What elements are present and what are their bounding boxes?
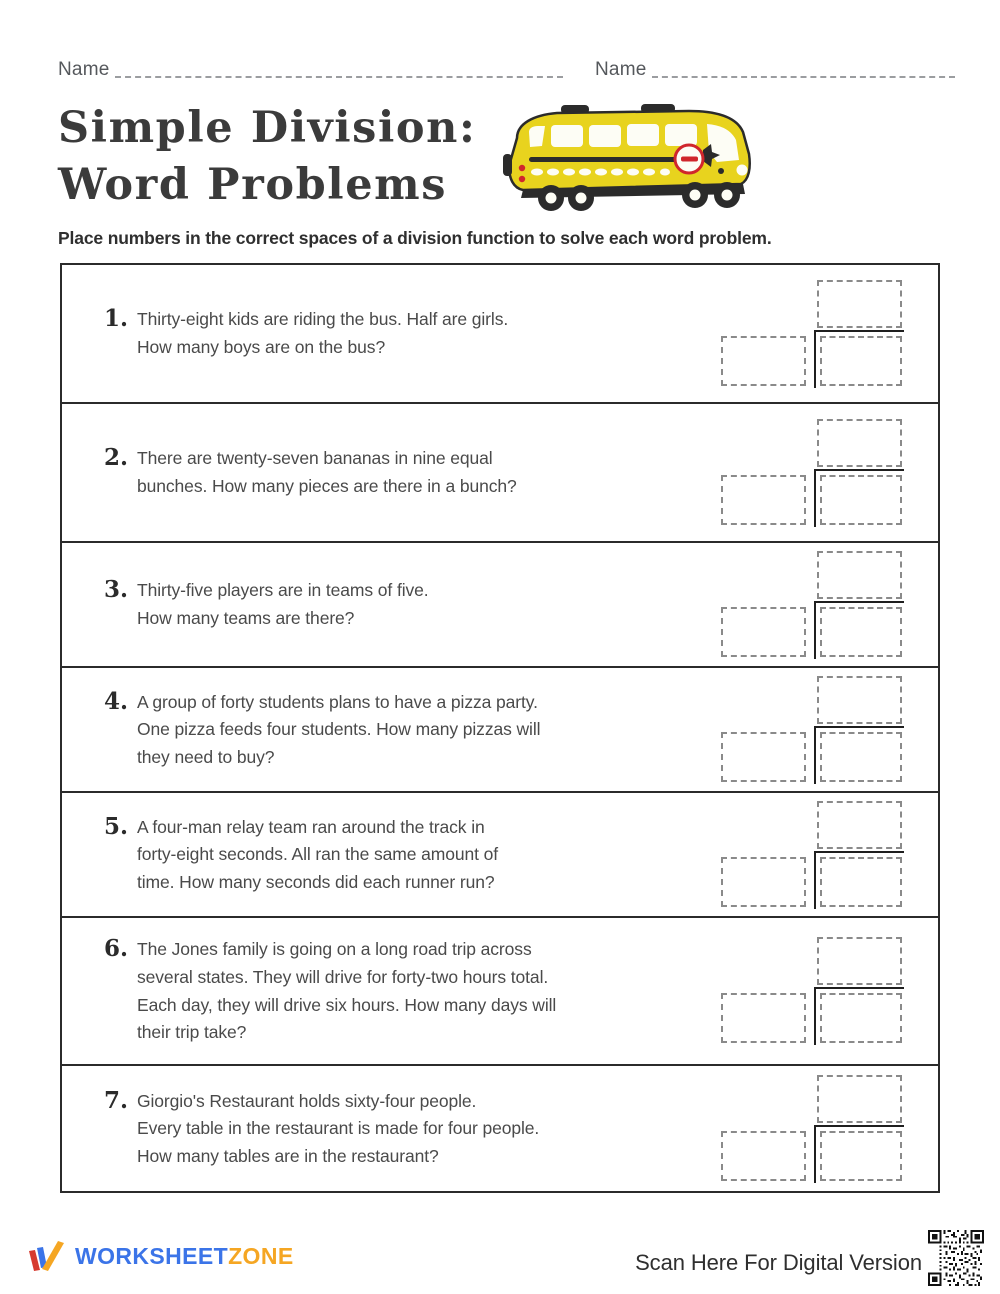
division-answer-widget: [721, 280, 906, 388]
division-bracket-vertical: [814, 330, 816, 388]
division-bracket-vertical: [814, 601, 816, 659]
problem-number: 1.: [103, 305, 128, 333]
division-bracket-horizontal: [814, 987, 904, 989]
problem-text-line: Every table in the restaurant is made for four people.: [137, 1118, 540, 1139]
logo-mark-icon: [24, 1237, 66, 1275]
divisor-input-box[interactable]: [721, 732, 806, 782]
problem-text-line: they need to buy?: [137, 746, 275, 767]
quotient-input-box[interactable]: [817, 937, 902, 985]
problem-text-line: A four-man relay team ran around the track in: [137, 816, 485, 837]
problem-number: 3.: [103, 576, 128, 604]
division-bracket-horizontal: [814, 851, 904, 853]
problem-text-line: Giorgio's Restaurant holds sixty-four people.: [137, 1090, 477, 1111]
problem-text-line: their trip take?: [137, 1022, 247, 1043]
table-row: [62, 543, 938, 668]
quotient-input-box[interactable]: [817, 419, 902, 467]
quotient-input-box[interactable]: [817, 551, 902, 599]
problem-text-line: How many teams are there?: [137, 608, 355, 628]
division-answer-widget: [721, 551, 906, 659]
name-field-left[interactable]: [58, 48, 563, 82]
quotient-input-box[interactable]: [817, 280, 902, 328]
division-bracket-horizontal: [814, 330, 904, 332]
name-label-left: Name: [58, 59, 110, 80]
problem-text-line: There are twenty-seven bananas in nine equal: [137, 448, 493, 469]
division-bracket-horizontal: [814, 601, 904, 603]
divisor-input-box[interactable]: [721, 336, 806, 386]
scan-prompt-text: Scan Here For Digital Version: [635, 1250, 922, 1275]
problem-number: 7.: [103, 1086, 128, 1114]
table-row: [62, 793, 938, 918]
division-bracket-vertical: [814, 726, 816, 784]
name-input-line-left[interactable]: [115, 75, 563, 78]
dividend-input-box[interactable]: [820, 607, 902, 657]
worksheet-header: [58, 100, 958, 230]
problems-table: [60, 263, 940, 1193]
dividend-input-box[interactable]: [820, 857, 902, 907]
dividend-input-box[interactable]: [820, 732, 902, 782]
problem-text-line: forty-eight seconds. All ran the same amount of: [137, 844, 499, 865]
problem-number: 5.: [103, 812, 128, 840]
problem-text-line: several states. They will drive for forty-two hours total.: [137, 966, 549, 987]
qr-code-icon[interactable]: [928, 1230, 984, 1286]
table-row: [62, 668, 938, 793]
division-bracket-vertical: [814, 469, 816, 527]
page-footer: [0, 1222, 1000, 1294]
divisor-input-box[interactable]: [721, 1131, 806, 1181]
page-title-line-1: Simple Division:: [58, 103, 477, 153]
division-answer-widget: [721, 937, 906, 1045]
logo-wordmark: [75, 1242, 294, 1269]
divisor-input-box[interactable]: [721, 607, 806, 657]
name-field-right[interactable]: [595, 48, 955, 82]
problem-text-line: One pizza feeds four students. How many pizzas will: [137, 719, 541, 740]
logo-text-worksheet: WORKSHEET: [75, 1242, 229, 1269]
division-bracket-vertical: [814, 987, 816, 1045]
problem-text-line: Each day, they will drive six hours. How many days will: [137, 994, 557, 1015]
division-answer-widget: [721, 1075, 906, 1183]
problem-text-line: Thirty-five players are in teams of five.: [137, 580, 429, 601]
problem-text-line: bunches. How many pieces are there in a bunch?: [137, 476, 517, 496]
table-row: [62, 265, 938, 404]
division-bracket-vertical: [814, 851, 816, 909]
problem-text-line: How many tables are in the restaurant?: [137, 1145, 439, 1166]
problem-number: 4.: [103, 687, 128, 715]
division-answer-widget: [721, 676, 906, 784]
table-row: [62, 404, 938, 543]
name-label-right: Name: [595, 59, 647, 80]
division-bracket-horizontal: [814, 1125, 904, 1127]
problem-text-line: A group of forty students plans to have a pizza party.: [137, 691, 538, 712]
problem-text-line: How many boys are on the bus?: [137, 337, 386, 357]
dividend-input-box[interactable]: [820, 475, 902, 525]
dividend-input-box[interactable]: [820, 1131, 902, 1181]
name-input-line-right[interactable]: [652, 75, 955, 78]
division-bracket-horizontal: [814, 469, 904, 471]
table-row: [62, 918, 938, 1066]
dividend-input-box[interactable]: [820, 336, 902, 386]
school-bus-icon: [493, 102, 773, 217]
problem-text-line: The Jones family is going on a long road trip across: [137, 939, 532, 960]
table-row: [62, 1066, 938, 1191]
divisor-input-box[interactable]: [721, 993, 806, 1043]
quotient-input-box[interactable]: [817, 1075, 902, 1123]
problem-text-line: Thirty-eight kids are riding the bus. Half are girls.: [137, 309, 509, 330]
divisor-input-box[interactable]: [721, 857, 806, 907]
name-fields-row: [0, 48, 1000, 82]
division-bracket-vertical: [814, 1125, 816, 1183]
quotient-input-box[interactable]: [817, 676, 902, 724]
division-bracket-horizontal: [814, 726, 904, 728]
problem-text-line: time. How many seconds did each runner run?: [137, 871, 495, 892]
instructions-text: Place numbers in the correct spaces of a division function to solve each word problem.: [58, 228, 772, 248]
quotient-input-box[interactable]: [817, 801, 902, 849]
dividend-input-box[interactable]: [820, 993, 902, 1043]
problem-number: 2.: [103, 444, 128, 472]
division-answer-widget: [721, 801, 906, 909]
page-title-line-2: Word Problems: [58, 159, 448, 210]
worksheetzone-logo[interactable]: [24, 1236, 294, 1276]
problem-number: 6.: [103, 935, 128, 963]
divisor-input-box[interactable]: [721, 475, 806, 525]
division-answer-widget: [721, 419, 906, 527]
logo-text-zone: ZONE: [228, 1242, 294, 1269]
page-title: [58, 100, 528, 214]
